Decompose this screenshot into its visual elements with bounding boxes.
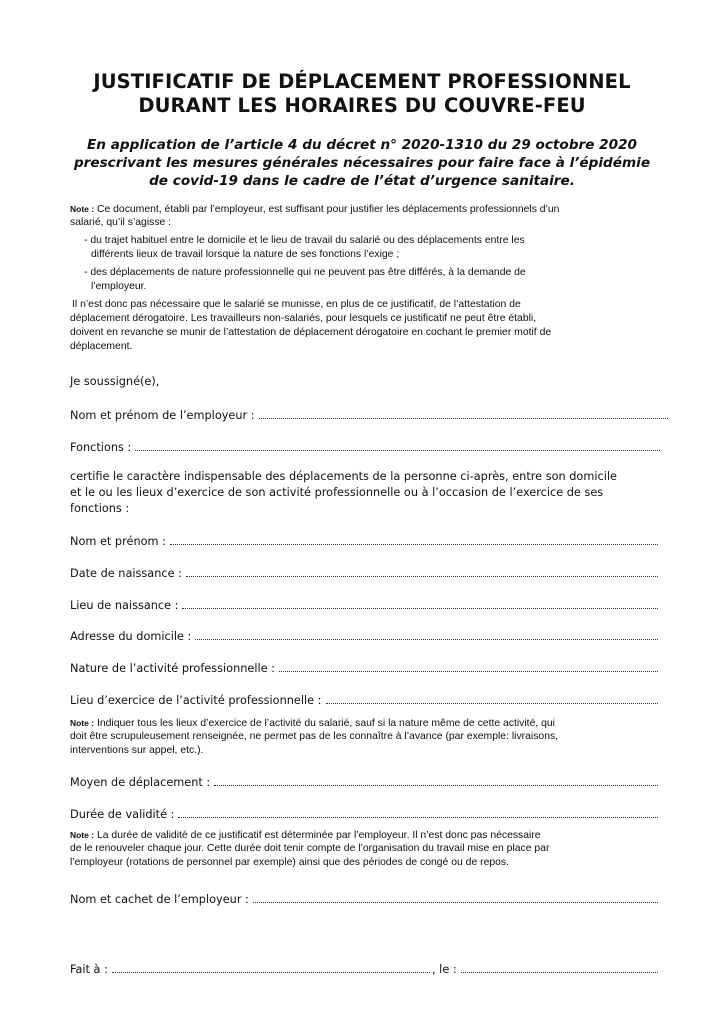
note-2-text-1: Indiquer tous les lieux d’exercice de l’activité du salarié, sauf si la nature même de cette activité, qui <box>96 718 555 729</box>
title-line-1: JUSTIFICATIF DE DÉPLACEMENT PROFESSIONNEL <box>93 70 631 93</box>
employer-stamp-input-line[interactable] <box>253 892 658 903</box>
person-name-label: Nom et prénom : <box>70 535 166 548</box>
place-label: Fait à : <box>70 963 108 976</box>
work-place-input-line[interactable] <box>326 693 659 704</box>
note-3-line-2: de le renouveler chaque jour. Cette durée doit tenir compte de l’organisation du travail mise en place par <box>70 843 550 854</box>
birth-date-field[interactable] <box>70 566 658 582</box>
validity-field[interactable] <box>70 807 658 823</box>
bullet-1-line-2: différents lieux de travail lorsque la nature de ses fonctions l’exige ; <box>91 249 400 260</box>
note-3-line-3: l’employeur (rotations de personnel par exemple) ainsi que des périodes de congé ou de repos. <box>70 857 509 868</box>
note-2-label: Note : <box>70 718 95 728</box>
validity-input-line[interactable] <box>178 807 658 818</box>
fonctions-field[interactable] <box>70 440 660 456</box>
bullet-2-line-2: l’employeur. <box>91 281 147 292</box>
subtitle-line-3: de covid-19 dans le cadre de l’état d’urgence sanitaire. <box>149 173 575 189</box>
soussigne-text: Je soussigné(e), <box>70 375 160 388</box>
employer-stamp-field[interactable] <box>70 892 658 908</box>
activity-nature-label: Nature de l’activité professionnelle : <box>70 662 275 675</box>
activity-nature-field[interactable] <box>70 661 658 677</box>
note-1-line-1 <box>70 202 670 217</box>
date-field[interactable] <box>432 962 658 978</box>
address-input-line[interactable] <box>195 629 658 640</box>
address-field[interactable] <box>70 629 658 645</box>
note-2-line-3: interventions sur appel, etc.). <box>70 745 204 756</box>
note-1-line-2: salarié, qu’il s’agisse : <box>70 217 172 228</box>
work-place-label: Lieu d’exercice de l’activité professionnelle : <box>70 694 322 707</box>
note-2-line-2: doit être scrupuleusement renseignée, ne permet pas de les connaître à l’avance (par exemple: livraisons, <box>70 731 559 742</box>
birth-place-label: Lieu de naissance : <box>70 599 179 612</box>
bullet-1-line-1: - du trajet habituel entre le domicile et le lieu de travail du salarié ou des déplacements entre les <box>84 235 525 246</box>
person-name-field[interactable] <box>70 534 658 550</box>
title-line-2: DURANT LES HORAIRES DU COUVRE-FEU <box>138 94 586 117</box>
fonctions-input-line[interactable] <box>135 440 660 451</box>
place-field[interactable] <box>70 962 430 978</box>
employer-name-field[interactable] <box>70 408 668 424</box>
note-1-label: Note : <box>70 204 95 214</box>
date-input-line[interactable] <box>461 962 658 973</box>
certifie-line-3: fonctions : <box>70 502 130 515</box>
note-1-para-line-4: déplacement. <box>70 341 133 352</box>
note-3-line-1 <box>70 828 670 843</box>
person-name-input-line[interactable] <box>170 534 658 545</box>
note-1-para-line-1: Il n’est donc pas nécessaire que le salarié se munisse, en plus de ce justificatif, de l’attestation de <box>72 299 521 310</box>
note-2-line-1 <box>70 716 670 731</box>
note-3-text-1: La durée de validité de ce justificatif est déterminée par l’employeur. Il n’est donc pas nécessaire <box>96 830 541 841</box>
employer-name-label: Nom et prénom de l’employeur : <box>70 409 255 422</box>
address-label: Adresse du domicile : <box>70 630 192 643</box>
validity-label: Durée de validité : <box>70 808 175 821</box>
certifie-line-2: et le ou les lieux d’exercice de son activité professionnelle ou à l’occasion de l’exercice de ses <box>70 486 604 499</box>
birth-date-label: Date de naissance : <box>70 567 182 580</box>
note-1-para-line-2: déplacement dérogatoire. Les travailleurs non-salariés, pour lesquels ce justificatif ne peut être établi, <box>70 313 537 324</box>
employer-name-input-line[interactable] <box>259 408 668 419</box>
activity-nature-input-line[interactable] <box>279 661 658 672</box>
work-place-field[interactable] <box>70 693 658 709</box>
place-input-line[interactable] <box>112 962 430 973</box>
note-3-label: Note : <box>70 830 95 840</box>
employer-stamp-label: Nom et cachet de l’employeur : <box>70 893 249 906</box>
date-label: , le : <box>432 963 457 976</box>
birth-place-input-line[interactable] <box>182 598 658 609</box>
transport-label: Moyen de déplacement : <box>70 776 211 789</box>
subtitle-line-2: prescrivant les mesures générales nécessaires pour faire face à l’épidémie <box>73 155 651 171</box>
bullet-2-line-1: - des déplacements de nature professionnelle qui ne peuvent pas être différés, à la demande de <box>84 267 526 278</box>
certifie-line-1: certifie le caractère indispensable des déplacements de la personne ci-après, entre son domicile <box>70 470 617 483</box>
transport-field[interactable] <box>70 775 658 791</box>
subtitle-line-1: En application de l’article 4 du décret n° 2020-1310 du 29 octobre 2020 <box>87 137 637 153</box>
transport-input-line[interactable] <box>214 775 658 786</box>
note-1-text-1: Ce document, établi par l’employeur, est suffisant pour justifier les déplacements professionnels d’un <box>96 204 560 215</box>
fonctions-label: Fonctions : <box>70 441 132 454</box>
birth-place-field[interactable] <box>70 598 658 614</box>
birth-date-input-line[interactable] <box>186 566 658 577</box>
note-1-para-line-3: doivent en revanche se munir de l’attestation de déplacement dérogatoire en cochant le premier motif de <box>70 327 552 338</box>
